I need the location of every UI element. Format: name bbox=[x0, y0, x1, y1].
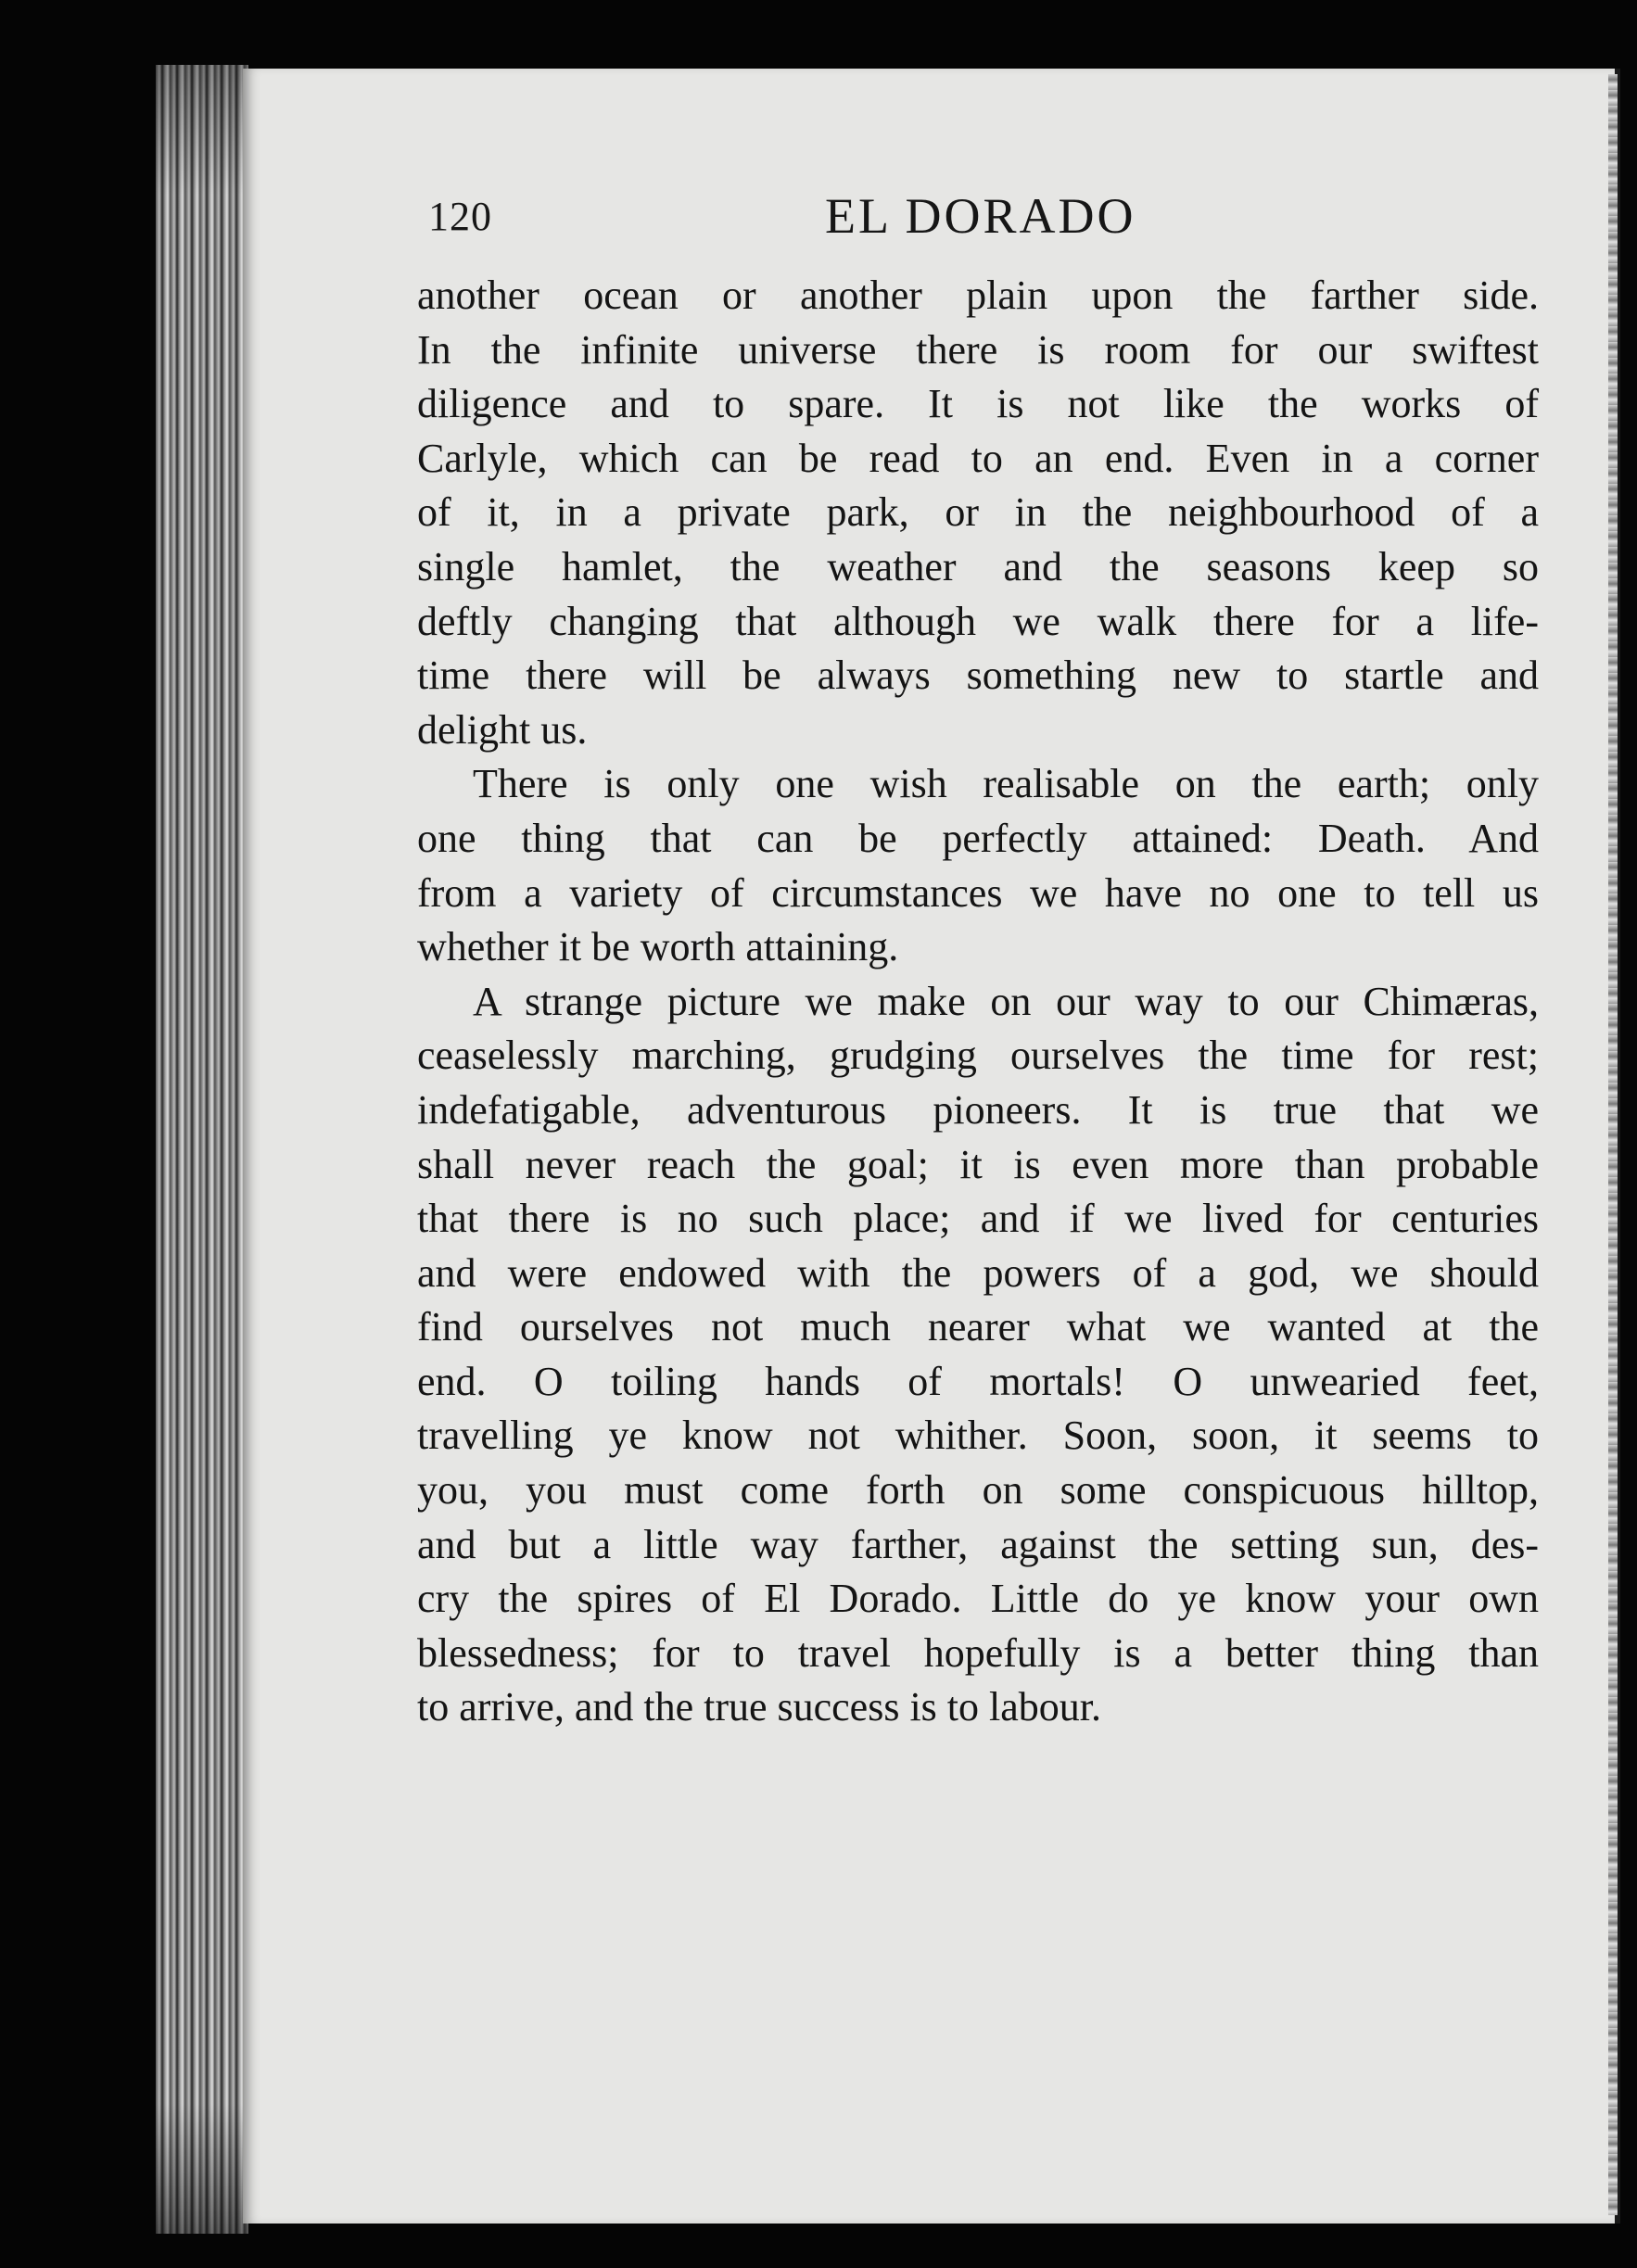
text-line: one thing that can be perfectly attained: Death. And bbox=[417, 815, 1539, 861]
body-text bbox=[417, 269, 1539, 1735]
paragraph bbox=[417, 975, 1539, 1735]
text-line: and but a little way farther, against the setting sun, des- bbox=[417, 1521, 1539, 1567]
text-line: end. O toiling hands of mortals! O unwearied feet, bbox=[417, 1358, 1539, 1404]
text-line: Carlyle, which can be read to an end. Even in a corner bbox=[417, 435, 1539, 481]
text-line: time there will be always something new to startle and bbox=[417, 653, 1539, 699]
text-line: to arrive, and the true success is to labour. bbox=[417, 1684, 1102, 1730]
text-line: cry the spires of El Dorado. Little do ye know your own bbox=[417, 1576, 1539, 1622]
running-head-title: EL DORADO bbox=[825, 188, 1136, 244]
text-line: travelling ye know not whither. Soon, soon, it seems to bbox=[417, 1413, 1539, 1459]
text-line: another ocean or another plain upon the farther side. bbox=[417, 272, 1539, 318]
text-line: In the infinite universe there is room for our swiftest bbox=[417, 326, 1539, 373]
text-line: shall never reach the goal; it is even more than probable bbox=[417, 1141, 1539, 1187]
text-line: blessedness; for to travel hopefully is a better thing than bbox=[417, 1629, 1539, 1676]
text-line: and were endowed with the powers of a god, we should bbox=[417, 1249, 1539, 1296]
page-right-edge bbox=[1608, 74, 1618, 2215]
edge-shadow bbox=[156, 65, 248, 2234]
text-line: single hamlet, the weather and the seasons keep so bbox=[417, 543, 1539, 589]
text-line: deftly changing that although we walk there for a life- bbox=[417, 598, 1539, 644]
text-line: indefatigable, adventurous pioneers. It is true that we bbox=[417, 1086, 1539, 1133]
text-line: of it, in a private park, or in the neighbourhood of a bbox=[417, 489, 1539, 536]
page-number: 120 bbox=[428, 194, 492, 239]
text-line: whether it be worth attaining. bbox=[417, 924, 899, 970]
running-head bbox=[428, 187, 1170, 252]
text-line: find ourselves not much nearer what we wanted at the bbox=[417, 1304, 1539, 1350]
paragraph bbox=[417, 757, 1539, 974]
text-line: from a variety of circumstances we have no one to tell us bbox=[417, 869, 1539, 916]
text-line: ceaselessly marching, grudging ourselves the time for rest; bbox=[417, 1033, 1539, 1079]
text-line: There is only one wish realisable on the earth; only bbox=[473, 761, 1539, 807]
text-line: delight us. bbox=[417, 706, 588, 753]
paragraph bbox=[417, 269, 1539, 757]
text-line: diligence and to spare. It is not like the works of bbox=[417, 381, 1539, 427]
text-line: that there is no such place; and if we lived for centuries bbox=[417, 1196, 1539, 1242]
text-line: A strange picture we make on our way to our Chimæras, bbox=[473, 978, 1539, 1024]
text-line: you, you must come forth on some conspicuous hilltop, bbox=[417, 1467, 1539, 1514]
